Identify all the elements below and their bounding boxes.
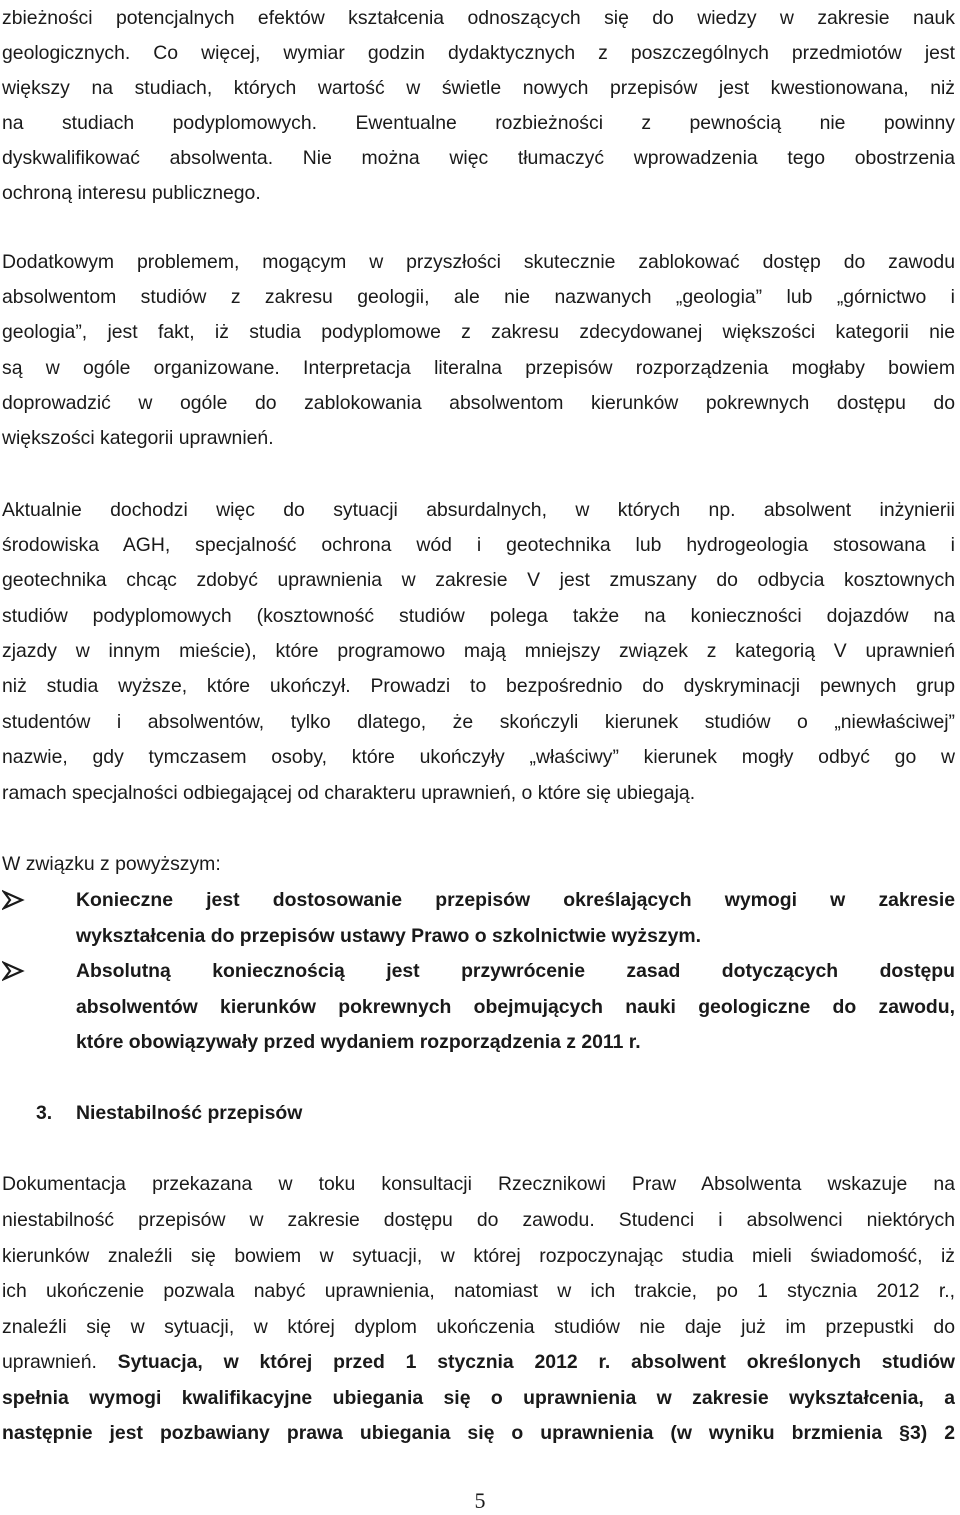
paragraph-3-line-3: geotechnika chcąc zdobyć uprawnienia w zakresie V jest zmuszany do odbycia kosztownych (2, 569, 955, 591)
paragraph-1-line-4: na studiach podyplomowych. Ewentualne rozbieżności z pewnością nie powinny (2, 112, 955, 134)
bullet-2-line-1: Absolutną koniecznością jest przywrócenie zasad dotyczących dostępu (76, 960, 955, 982)
paragraph-2-line-6: większości kategorii uprawnień. (2, 427, 274, 449)
paragraph-3-line-7: studentów i absolwentów, tylko dlatego, że skończyli kierunek studiów o „niewłaściwej” (2, 711, 955, 733)
section-number: 3. (36, 1102, 53, 1124)
paragraph-1-line-3: większy na studiach, których wartość w świetle nowych przepisów jest kwestionowana, niż (2, 77, 955, 99)
paragraph-5-line-4: ich ukończenie pozwala nabyć uprawnienia, natomiast w ich trakcie, po 1 stycznia 2012 r., (2, 1280, 955, 1302)
paragraph-5-line-8: następnie jest pozbawiany prawa ubiegania się o uprawnienia (w wyniku brzmienia §3) 2 (2, 1422, 955, 1444)
paragraph-5-line-3: kierunków znaleźli się bowiem w sytuacji, w której rozpoczynając studia mieli świadomość, iż (2, 1245, 955, 1267)
paragraph-2-line-5: doprowadzić w ogóle do zablokowania absolwentom kierunków pokrewnych dostępu do (2, 392, 955, 414)
paragraph-3-line-1: Aktualnie dochodzi więc do sytuacji absurdalnych, w których np. absolwent inżynierii (2, 499, 955, 521)
paragraph-5-line-5: znaleźli się w sytuacji, w której dyplom ukończenia studiów nie daje już im przepustki do (2, 1316, 955, 1338)
paragraph-2-line-4: są w ogóle organizowane. Interpretacja literalna przepisów rozporządzenia mogłaby bowiem (2, 357, 955, 379)
paragraph-5-bold-run: Sytuacja, w której przed 1 stycznia 2012 r. absolwent określonych studiów (117, 1351, 955, 1373)
page-number: 5 (474, 1488, 486, 1513)
paragraph-2-line-3: geologia”, jest fakt, iż studia podyplomowe z zakresu zdecydowanej większości kategorii nie (2, 321, 955, 343)
paragraph-5-line-2: niestabilność przepisów w zakresie dostępu do zawodu. Studenci i absolwenci niektórych (2, 1209, 955, 1231)
paragraph-1-line-2: geologicznych. Co więcej, wymiar godzin dydaktycznych z poszczególnych przedmiotów jest (2, 42, 955, 64)
paragraph-5-line-1: Dokumentacja przekazana w toku konsultacji Rzecznikowi Praw Absolwenta wskazuje na (2, 1173, 955, 1195)
bullet-2-line-3: które obowiązywały przed wydaniem rozporządzenia z 2011 r. (76, 1031, 641, 1053)
arrowhead-bullet-icon (2, 882, 38, 918)
bullet-1-line-2: wykształcenia do przepisów ustawy Prawo o szkolnictwie wyższym. (76, 925, 702, 947)
paragraph-1-line-6: ochroną interesu publicznego. (2, 182, 261, 204)
paragraph-2-line-2: absolwentom studiów z zakresu geologii, ale nie nazwanych „geologia” lub „górnictwo i (2, 286, 955, 308)
bullet-1-line-1: Konieczne jest dostosowanie przepisów określających wymogi w zakresie (76, 889, 955, 911)
paragraph-5-line-6 (2, 1344, 955, 1380)
paragraph-1-line-5: dyskwalifikować absolwenta. Nie można więc tłumaczyć wprowadzenia tego obostrzenia (2, 147, 955, 169)
paragraph-3-line-4: studiów podyplomowych (kosztowność studiów polega także na konieczności dojazdów na (2, 605, 955, 627)
arrowhead-bullet-icon (2, 953, 38, 989)
paragraph-3-line-9: ramach specjalności odbiegającej od charakteru uprawnień, o które się ubiegają. (2, 782, 696, 804)
paragraph-5-normal-run: uprawnień. (2, 1351, 118, 1373)
paragraph-3-line-6: niż studia wyższe, które ukończył. Prowadzi to bezpośrednio do dyskryminacji pewnych grup (2, 675, 955, 697)
bullet-2-line-2: absolwentów kierunków pokrewnych obejmujących nauki geologiczne do zawodu, (76, 996, 955, 1018)
paragraph-4: W związku z powyższym: (2, 853, 221, 875)
paragraph-1-line-1: zbieżności potencjalnych efektów kształcenia odnoszących się do wiedzy w zakresie nauk (2, 7, 955, 29)
paragraph-3-line-8: nazwie, gdy tymczasem osoby, które ukończyły „właściwy” kierunek mogły odbyć go w (2, 746, 955, 768)
paragraph-3-line-5: zjazdy w innym mieście), które programowo mają mniejszy związek z kategorią V uprawnień (2, 640, 955, 662)
paragraph-3-line-2: środowiska AGH, specjalność ochrona wód i geotechnika lub hydrogeologia stosowana i (2, 534, 955, 556)
paragraph-5-line-7: spełnia wymogi kwalifikacyjne ubiegania się o uprawnienia w zakresie wykształcenia, a (2, 1387, 955, 1409)
section-title: Niestabilność przepisów (76, 1102, 303, 1124)
paragraph-2-line-1: Dodatkowym problemem, mogącym w przyszłości skutecznie zablokować dostęp do zawodu (2, 251, 955, 273)
